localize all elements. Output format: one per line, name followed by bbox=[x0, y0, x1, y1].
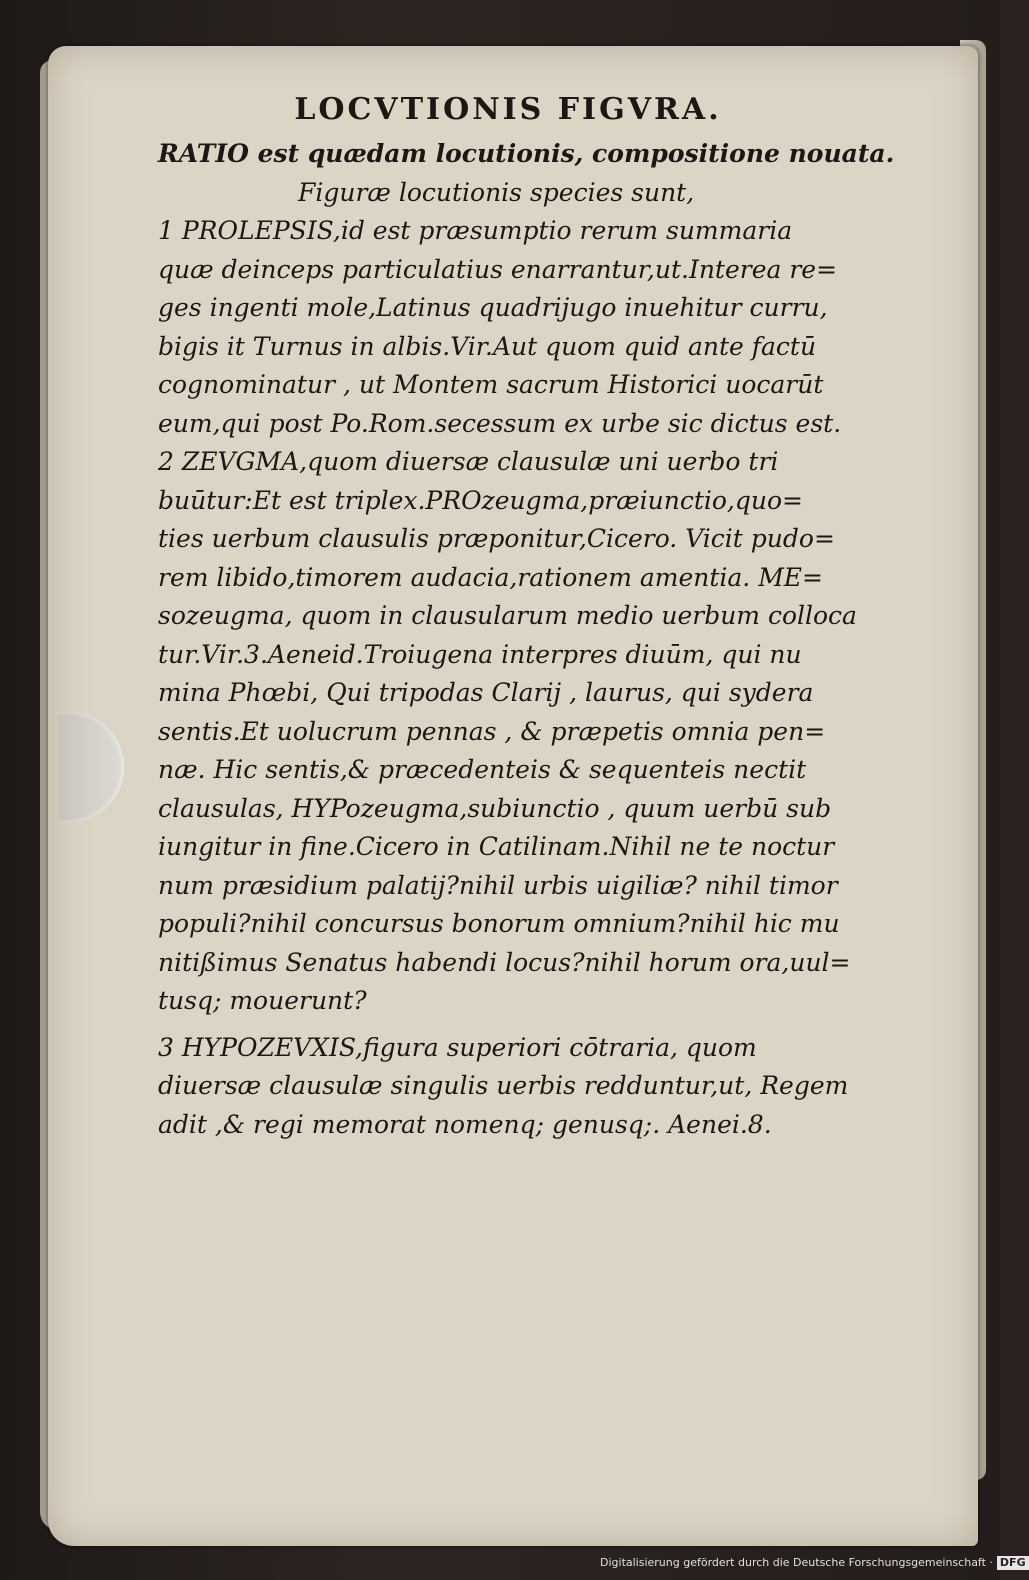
text-line: ges ingenti mole,Latinus quadrijugo inuehitur curru, bbox=[158, 293, 828, 322]
text-line: num præsidium palatij?nihil urbis uigiliæ? nihil timor bbox=[158, 870, 838, 900]
text-line: quæ deinceps particulatius enarrantur,ut.Interea re= bbox=[158, 254, 838, 284]
text-line: bigis it Turnus in albis.Vir.Aut quom quid ante factū bbox=[158, 331, 817, 361]
text-line: nitißimus Senatus habendi locus?nihil horum ora,uul= bbox=[158, 947, 851, 977]
text-line: eum,qui post Po.Rom.secessum ex urbe sic dictus est. bbox=[158, 408, 842, 438]
text-line: populi?nihil concursus bonorum omnium?nihil hic mu bbox=[158, 909, 840, 938]
text-line: ties uerbum clausulis præponitur,Cicero. Vicit pudo= bbox=[158, 524, 835, 553]
text-line: mina Phœbi, Qui tripodas Clarij , laurus, qui sydera bbox=[158, 678, 814, 707]
text-line: cognominatur , ut Montem sacrum Historici uocarūt bbox=[158, 370, 824, 399]
text-line: rem libido,timorem audacia,rationem amentia. ME= bbox=[158, 562, 823, 592]
text-line: iungitur in fine.Cicero in Catilinam.Nihil ne te noctur bbox=[158, 832, 835, 861]
page-text bbox=[158, 92, 895, 1144]
dfg-logo: DFG bbox=[997, 1556, 1029, 1570]
text-line: RATIO est quædam locutionis, compositione nouata. bbox=[158, 139, 895, 168]
text-line: 1 PROLEPSIS,id est præsumptio rerum summaria bbox=[158, 216, 793, 245]
text-line: næ. Hic sentis,& præcedenteis & sequenteis nectit bbox=[158, 755, 807, 784]
text-line: clausulas, HYPozeugma,subiunctio , quum uerbū sub bbox=[158, 793, 832, 823]
text-line: tusq; mouerunt? bbox=[158, 986, 367, 1015]
running-head: LOCVTIONIS FIGVRA. bbox=[294, 92, 722, 127]
text-line: sentis.Et uolucrum pennas , & præpetis omnia pen= bbox=[158, 716, 826, 746]
text-line: sozeugma, quom in clausularum medio uerbum colloca bbox=[158, 601, 857, 630]
text-line: Figuræ locutionis species sunt, bbox=[298, 177, 695, 207]
text-line: tur.Vir.3.Aeneid.Troiugena interpres diuūm, qui nu bbox=[158, 639, 802, 669]
text-line: diuersæ clausulæ singulis uerbis redduntur,ut, Regem bbox=[158, 1071, 849, 1100]
text-line: adit ,& regi memorat nomenq; genusq;. Aenei.8. bbox=[158, 1109, 772, 1139]
footer-text: Digitalisierung gefördert durch die Deutsche Forschungsgemeinschaft · bbox=[600, 1556, 993, 1569]
text-line: 3 HYPOZEVXIS,figura superiori cōtraria, quom bbox=[158, 1032, 757, 1062]
text-line: 2 ZEVGMA,quom diuersæ clausulæ uni uerbo tri bbox=[158, 447, 779, 476]
paragraph-gap bbox=[158, 1021, 858, 1029]
digitization-footer bbox=[600, 1552, 1026, 1574]
text-line: buūtur:Et est triplex.PROzeugma,præiunctio,quo= bbox=[158, 485, 803, 515]
